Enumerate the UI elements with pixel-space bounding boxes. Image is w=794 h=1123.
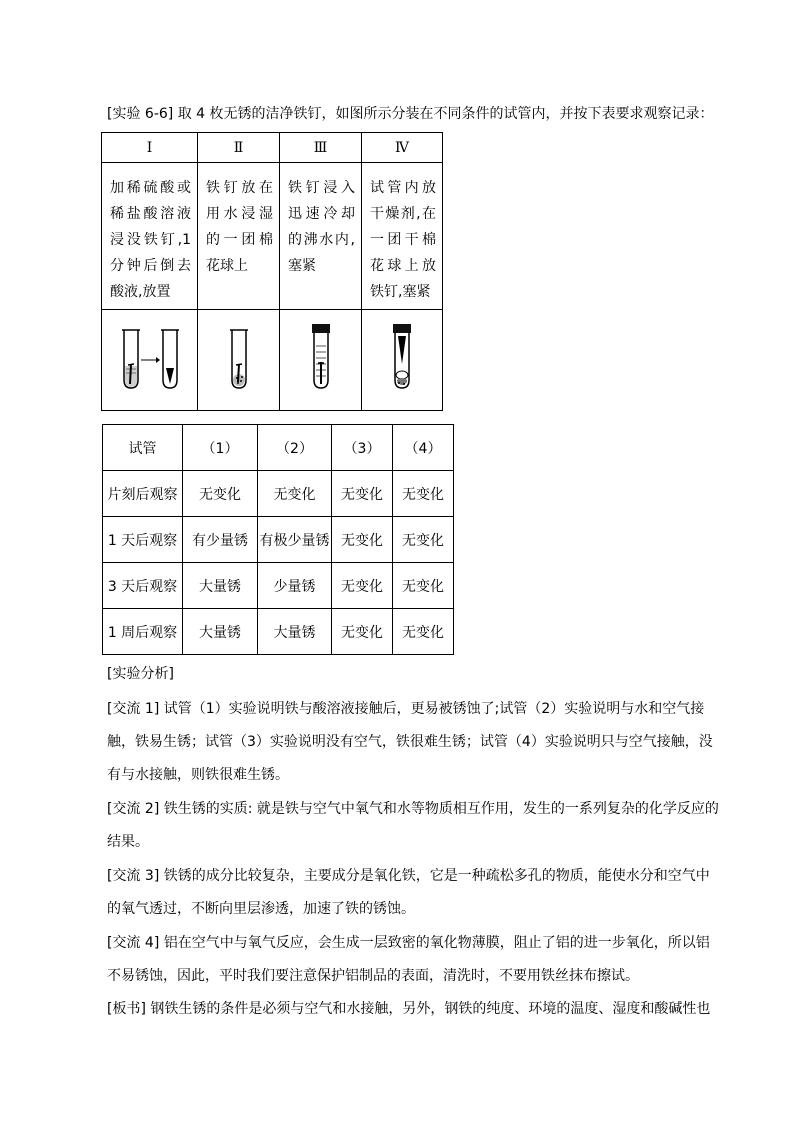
condition-text-4: 试管内放干燥剂,在一团干棉花球上放铁钉,塞紧 — [370, 180, 436, 300]
table-cell: 有极少量锈 — [258, 517, 332, 563]
test-tube-image-1 — [102, 310, 198, 411]
paragraph-exchange-2: [交流 2] 铁生锈的实质: 就是铁与空气中氧气和水等物质相互作用，发生的一系列复杂的化学反应的结果。 — [107, 801, 719, 850]
condition-header-4: Ⅳ — [362, 133, 443, 163]
table-row — [103, 517, 454, 563]
header-cell: （2） — [258, 425, 332, 471]
table-row — [103, 425, 454, 471]
table-cell: 无变化 — [393, 563, 454, 609]
table-cell: 有少量锈 — [183, 517, 258, 563]
table-cell: 无变化 — [393, 517, 454, 563]
table-cell: 无变化 — [332, 517, 393, 563]
test-tube-image-4 — [362, 310, 443, 411]
intro-text: [实验 6-6] 取 4 枚无锈的洁净铁钉，如图所示分装在不同条件的试管内，并按下表要求观察记录： — [107, 106, 714, 122]
test-tube-image-3 — [280, 310, 362, 411]
table-cell: 3 天后观察 — [103, 563, 183, 609]
table-cell: 1 周后观察 — [103, 609, 183, 655]
condition-table — [101, 132, 443, 411]
header-cell: 试管 — [103, 425, 183, 471]
test-tube-image-2 — [198, 310, 280, 411]
condition-header-1: Ⅰ — [102, 133, 198, 163]
table-cell: 无变化 — [183, 471, 258, 517]
table-row — [103, 471, 454, 517]
condition-header-3: Ⅲ — [280, 133, 362, 163]
paragraph-board-notes: [板书] 钢铁生锈的条件是必须与空气和水接触，另外，钢铁的纯度、环境的温度、湿度和酸碱性也 — [107, 1001, 711, 1017]
paragraph-exchange-1: [交流 1] 试管（1）实验说明铁与酸溶液接触后，更易被锈蚀了;试管（2）实验说明与水和空气接触，铁易生锈；试管（3）实验说明没有空气，铁很难生锈；试管（4）实验说明只与空气接触，没有与水接触，则铁很难生锈。 — [107, 701, 713, 783]
table-cell: 大量锈 — [183, 563, 258, 609]
table-row — [103, 563, 454, 609]
table-cell: 无变化 — [393, 609, 454, 655]
analysis-heading: [实验分析] — [107, 666, 174, 682]
table-row — [103, 609, 454, 655]
header-cell: （1） — [183, 425, 258, 471]
condition-text-1: 加稀硫酸或稀盐酸溶液浸没铁钉,1分钟后倒去酸液,放置 — [110, 180, 191, 300]
table-cell: 无变化 — [332, 609, 393, 655]
table-cell: 大量锈 — [258, 609, 332, 655]
condition-header-2: Ⅱ — [198, 133, 280, 163]
table-cell: 1 天后观察 — [103, 517, 183, 563]
header-cell: （3） — [332, 425, 393, 471]
table-cell: 无变化 — [332, 563, 393, 609]
table-cell: 无变化 — [393, 471, 454, 517]
table-cell: 无变化 — [332, 471, 393, 517]
table-cell: 少量锈 — [258, 563, 332, 609]
paragraph-exchange-3: [交流 3] 铁锈的成分比较复杂，主要成分是氧化铁，它是一种疏松多孔的物质，能使水分和空气中的氧气透过，不断向里层渗透，加速了铁的锈蚀。 — [107, 868, 710, 917]
paragraph-exchange-4: [交流 4] 铝在空气中与氧气反应，会生成一层致密的氧化物薄膜，阻止了铝的进一步氧化，所以铝不易锈蚀，因此，平时我们要注意保护铝制品的表面，清洗时，不要用铁丝抹布擦试。 — [107, 935, 710, 984]
observation-table — [102, 424, 454, 655]
condition-text-3: 铁钉浸入迅速冷却的沸水内,塞紧 — [288, 180, 355, 274]
condition-text-2: 铁钉放在用水浸湿的一团棉花球上 — [206, 180, 273, 274]
header-cell: （4） — [393, 425, 454, 471]
table-cell: 无变化 — [258, 471, 332, 517]
table-cell: 大量锈 — [183, 609, 258, 655]
table-cell: 片刻后观察 — [103, 471, 183, 517]
